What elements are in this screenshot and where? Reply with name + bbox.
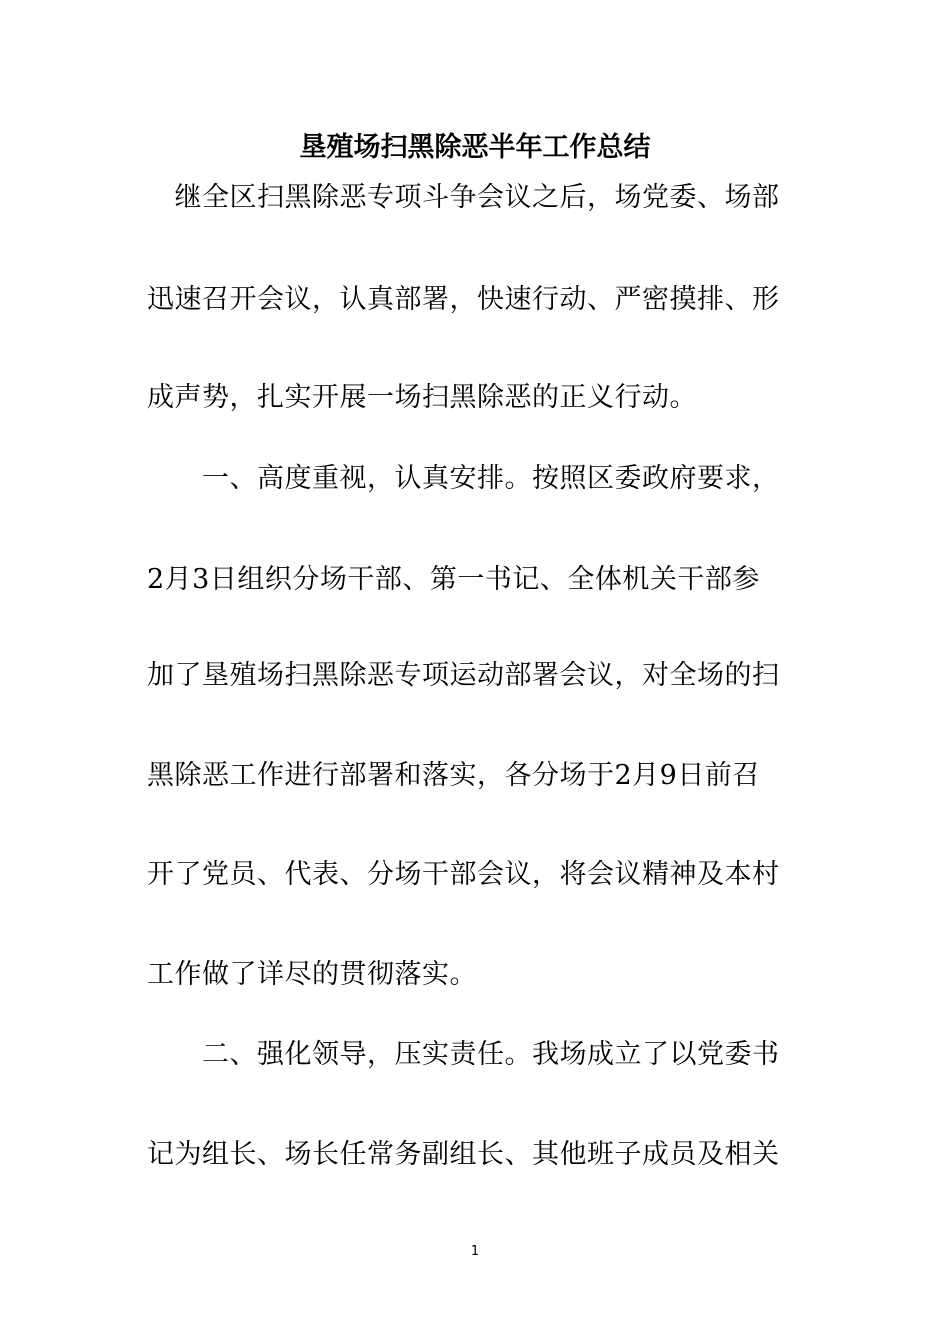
- body-line: 开了党员、代表、分场干部会议，将会议精神及本村: [147, 859, 780, 890]
- body-line: 迅速召开会议，认真部署，快速行动、严密摸排、形: [147, 284, 780, 315]
- body-line: 继全区扫黑除恶专项斗争会议之后，场党委、场部: [147, 182, 780, 213]
- body-line: 加了垦殖场扫黑除恶专项运动部署会议，对全场的扫: [147, 660, 780, 691]
- document-title: 垦殖场扫黑除恶半年工作总结: [299, 132, 651, 163]
- body-line: 一、高度重视，认真安排。按照区委政府要求，: [147, 463, 780, 494]
- body-line: 记为组长、场长任常务副组长、其他班子成员及相关: [147, 1139, 780, 1170]
- page-number: 1: [470, 1244, 480, 1259]
- body-line: 二、强化领导，压实责任。我场成立了以党委书: [147, 1039, 780, 1070]
- body-line: 黑除恶工作进行部署和落实，各分场于2月9日前召: [147, 760, 760, 791]
- body-line: 成声势，扎实开展一场扫黑除恶的正义行动。: [147, 382, 697, 413]
- body-line: 工作做了详尽的贯彻落实。: [147, 959, 477, 990]
- body-line: 2月3日组织分场干部、第一书记、全体机关干部参: [147, 564, 760, 595]
